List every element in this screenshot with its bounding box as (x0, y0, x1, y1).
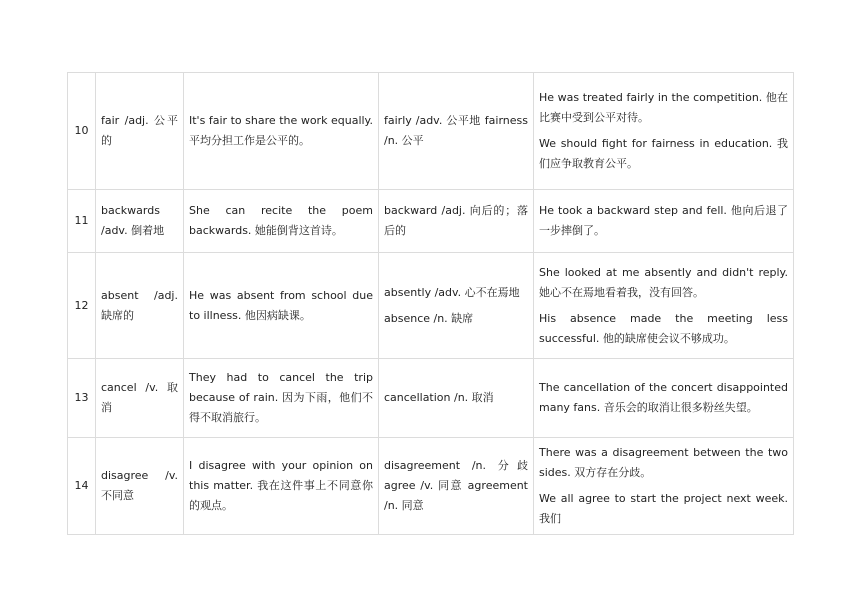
sentences-cell (534, 359, 794, 438)
sentence-text: There was a disagreement between the two sides. 双方存在分歧。 (539, 446, 788, 479)
word-cell: cancel /v. 取消 (96, 359, 184, 438)
word-cell: disagree /v. 不同意 (96, 438, 184, 535)
example-cell: They had to cancel the trip because of rain. 因为下雨，他们不得不取消旅行。 (184, 359, 379, 438)
sentences-cell (534, 438, 794, 535)
sentence-text: She looked at me absently and didn't reply. 她心不在焉地看着我，没有回答。 (539, 265, 788, 299)
sentence-text: He was treated fairly in the competition. 他在比赛中受到公平对待。 (539, 91, 788, 124)
derivative-text: backward /adj. 向后的；落后的 (384, 204, 528, 237)
table-row (68, 253, 794, 359)
derivatives-cell (379, 253, 534, 359)
sentences-cell (534, 190, 794, 253)
sentence-text: His absence made the meeting less successful. 他的缺席使会议不够成功。 (539, 311, 788, 345)
derivatives-cell (379, 438, 534, 535)
derivative-text: cancellation /n. 取消 (384, 391, 494, 404)
word-cell: backwards /adv. 倒着地 (96, 190, 184, 253)
table-row (68, 438, 794, 535)
row-number: 13 (68, 359, 96, 438)
row-number: 12 (68, 253, 96, 359)
table-row (68, 359, 794, 438)
sentence-text: The cancellation of the concert disappointed many fans. 音乐会的取消让很多粉丝失望。 (539, 381, 788, 414)
derivative-text: absence /n. 缺席 (384, 311, 474, 325)
example-cell: He was absent from school due to illness. 他因病缺课。 (184, 253, 379, 359)
sentences-cell (534, 73, 794, 190)
table-row (68, 73, 794, 190)
example-cell: It's fair to share the work equally. 平均分担工作是公平的。 (184, 73, 379, 190)
word-cell: fair /adj. 公平的 (96, 73, 184, 190)
sentences-cell (534, 253, 794, 359)
table-row (68, 190, 794, 253)
derivatives-cell (379, 190, 534, 253)
word-cell: absent /adj. 缺席的 (96, 253, 184, 359)
derivative-text: disagreement /n. 分歧 agree /v. 同意 agreement /n. 同意 (384, 459, 528, 512)
row-number: 10 (68, 73, 96, 190)
row-number: 11 (68, 190, 96, 253)
vocabulary-table (67, 72, 794, 535)
sentence-text: We should fight for fairness in education. 我们应争取教育公平。 (539, 137, 788, 170)
derivative-text: absently /adv. 心不在焉地 (384, 285, 520, 299)
sentence-text: We all agree to start the project next week. 我们 (539, 492, 788, 525)
example-cell: She can recite the poem backwards. 她能倒背这首诗。 (184, 190, 379, 253)
derivatives-cell (379, 73, 534, 190)
derivative-text: fairly /adv. 公平地 fairness /n. 公平 (384, 114, 528, 147)
row-number: 14 (68, 438, 96, 535)
example-cell: I disagree with your opinion on this matter. 我在这件事上不同意你的观点。 (184, 438, 379, 535)
derivatives-cell (379, 359, 534, 438)
sentence-text: He took a backward step and fell. 他向后退了一步摔倒了。 (539, 204, 788, 237)
